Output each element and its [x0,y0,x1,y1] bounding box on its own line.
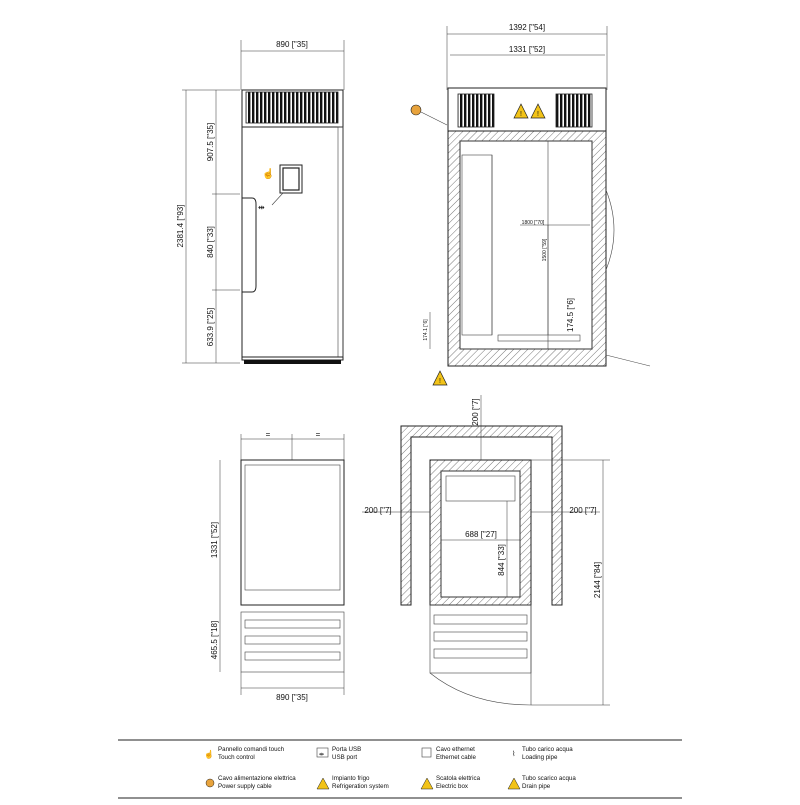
inner-depth-dim: 844 ["33] [497,544,506,576]
clear-left-dim: 200 ["7] [364,506,392,515]
front-inner-label: 1800 ["70] [521,220,545,226]
legend-power-it: Cavo alimentazione elettrica [218,775,296,782]
legend [204,746,576,790]
electric-warning-icon [531,104,545,118]
hand-touch-icon: ☝ [262,169,275,180]
door-swing-arc-plan [430,673,531,705]
clear-right-dim: 200 ["7] [569,506,597,515]
refrigeration-warning-icon [514,104,528,118]
clear-top-dim: 200 ["7] [471,398,480,426]
front-inner-height: 1500 ["59] [542,238,548,262]
legend-usb-it: Porta USB [332,746,362,753]
legend-refrigeration-en: Refrigeration system [332,783,389,790]
side-height-mid: 840 ["33] [206,226,215,258]
legend-electric-en: Electric box [436,783,468,790]
ethernet-icon [422,748,431,757]
plan-body [241,460,344,605]
front-width-total: 1392 ["54] [508,23,546,32]
legend-usb [317,746,361,761]
equal-right: = [315,430,321,439]
bottom-right-plan [362,395,610,705]
usb-icon: ⇹ [258,203,265,212]
legend-drain [508,775,576,790]
total-depth-dim: 2144 ["84] [593,561,602,599]
svg-text:!: ! [439,378,441,385]
legend-touch-it: Pannello comandi touch [218,746,285,753]
plan-width: 890 ["35] [276,693,308,702]
legend-drain-en: Drain pipe [522,783,551,790]
side-view [176,40,344,364]
side-height-lower: 633.9 ["25] [206,307,215,347]
drain-warning-icon [508,778,520,789]
side-cabinet-body [242,90,343,360]
power-cable-icon [411,105,447,125]
legend-touch [204,746,285,761]
plan-depth: 1331 ["52] [210,521,219,559]
legend-refrigeration-it: Impianto frigo [332,775,370,782]
door-swing-arc [606,190,614,270]
legend-ethernet [422,746,476,761]
legend-loading-en: Loading pipe [522,754,558,761]
drain-left-dim: 174.1 ["6] [423,319,429,341]
drain-right-dim: 174.5 ["6] [566,298,575,332]
power-cable-icon [206,779,214,787]
legend-electric-it: Scatola elettrica [436,775,481,782]
svg-text:!: ! [537,111,539,118]
legend-power [206,775,296,790]
side-height-total: 2381.4 ["93] [176,204,185,248]
legend-ethernet-it: Cavo ethernet [436,746,475,753]
drain-warning-icon [433,371,447,385]
svg-text:!: ! [520,111,522,118]
legend-refrigeration [317,775,389,790]
legend-touch-en: Touch control [218,754,255,761]
usb-icon: ⇹ [319,752,325,758]
bottom-left-plan [210,430,344,702]
side-height-upper: 907.5 ["35] [206,122,215,162]
plan-door-depth: 465.5 ["18] [210,620,219,660]
inner-width-dim: 688 ["27] [465,530,497,539]
legend-loading-it: Tubo carico acqua [522,746,573,753]
side-width-dim: 890 ["35] [276,40,308,49]
legend-loading [512,746,573,761]
electric-warning-icon [421,778,433,789]
refrigeration-warning-icon [317,778,329,789]
legend-ethernet-en: Ethernet cable [436,754,476,761]
front-section-view [411,23,650,385]
legend-drain-it: Tubo scarico acqua [522,775,576,782]
front-width-inner: 1331 ["52] [508,45,546,54]
hand-touch-icon: ☝ [204,750,214,759]
side-grille [246,92,338,123]
legend-power-en: Power supply cable [218,783,272,790]
equal-left: = [265,430,271,439]
legend-usb-en: USB port [332,754,358,761]
legend-electric [421,775,481,790]
side-base [244,360,341,364]
water-tap-icon: ⌇ [512,751,516,758]
door-handle [242,198,256,292]
